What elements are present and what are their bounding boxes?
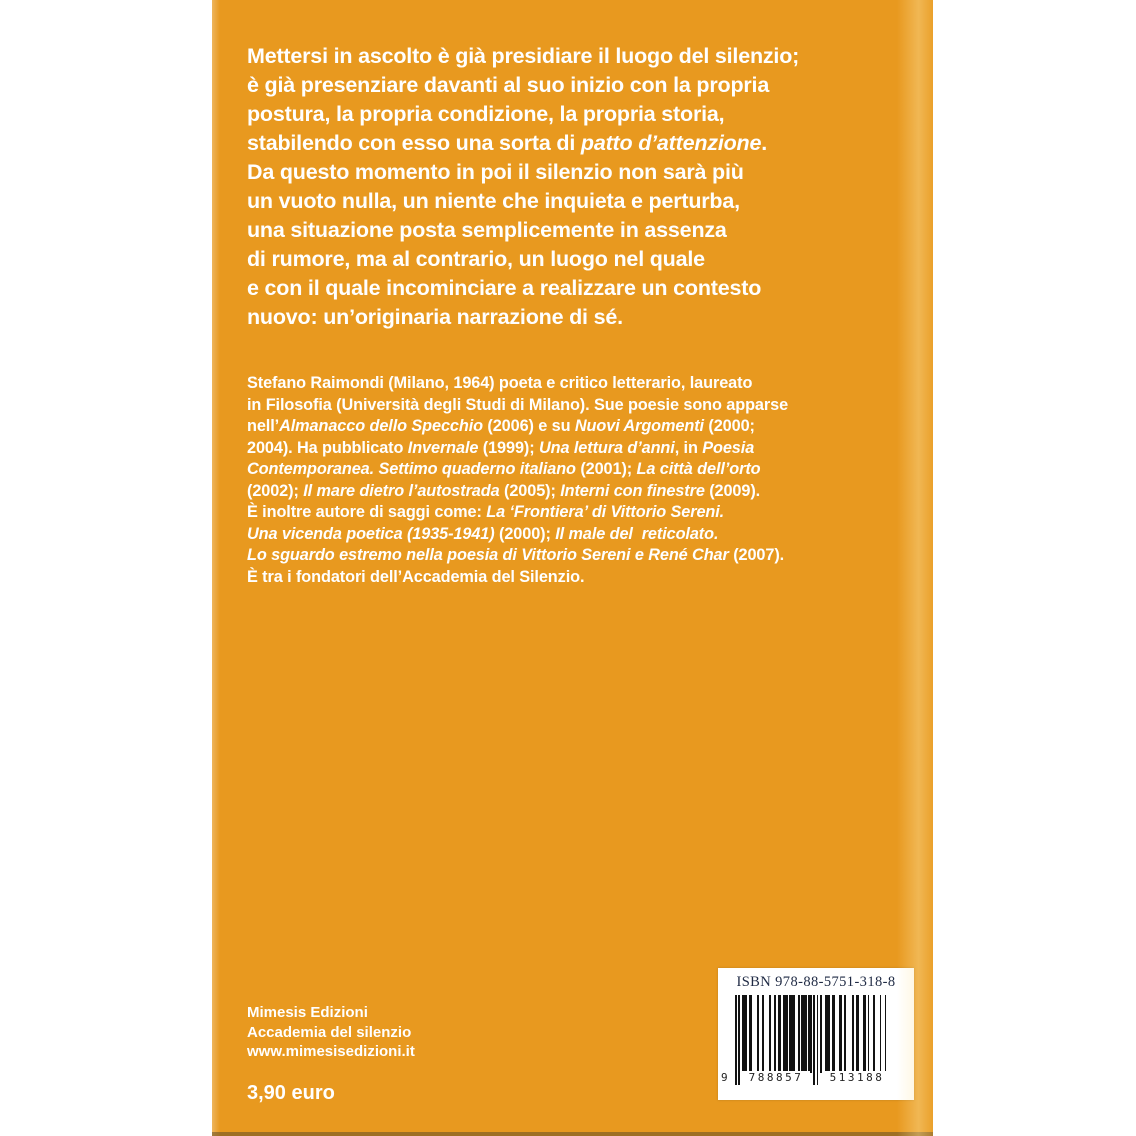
cover-bottom-shadow <box>212 1132 933 1136</box>
quote-line <box>247 42 799 71</box>
bio-line <box>247 395 788 417</box>
barcode-bar <box>820 995 822 1073</box>
barcode-digit-group: 513188 <box>823 1071 891 1085</box>
barcode-bar <box>786 995 788 1073</box>
text-segment: (2000; <box>703 417 755 435</box>
quote-line <box>247 245 799 274</box>
bio-line <box>247 459 788 481</box>
bio-line <box>247 481 788 503</box>
text-segment: Lo sguardo estremo nella poesia di Vittorio Sereni e René Char <box>247 546 729 564</box>
quote-line <box>247 274 799 303</box>
barcode-bar <box>817 995 819 1085</box>
text-segment: Contemporanea. Settimo quaderno italiano <box>247 460 576 478</box>
text-segment: 2004). Ha pubblicato <box>247 438 408 457</box>
barcode-bar <box>857 995 859 1073</box>
bio-line <box>247 502 788 524</box>
quote-line <box>247 129 799 158</box>
publisher-series: Accademia del silenzio <box>247 1023 412 1041</box>
author-bio <box>247 373 788 588</box>
book-back-cover <box>212 0 933 1136</box>
text-segment: (2006) e su <box>482 417 575 435</box>
text-segment: (2009). <box>704 481 761 500</box>
barcode-bar <box>805 995 807 1073</box>
text-segment: Il male del reticolato. <box>555 524 719 543</box>
text-segment: Almanacco dello Specchio <box>279 417 483 435</box>
text-segment: stabilendo con esso una sorta di <box>247 131 581 155</box>
isbn-barcode-box <box>718 968 914 1100</box>
quote-line <box>247 187 799 216</box>
text-segment: patto d’attenzione <box>580 131 762 155</box>
barcode-bar <box>779 995 781 1073</box>
text-segment: (2000); <box>494 524 556 543</box>
text-segment: . <box>761 131 768 155</box>
quote-line <box>247 216 799 245</box>
text-segment: (2007). <box>728 546 785 564</box>
text-segment: una situazione posta semplicemente in assenza <box>247 218 727 242</box>
barcode-bar <box>762 995 764 1073</box>
ean-barcode-bars <box>721 995 897 1085</box>
publisher-name: Mimesis Edizioni <box>247 1004 368 1021</box>
barcode-bar <box>885 995 887 1073</box>
text-segment: è già presenziare davanti al suo inizio con la propria <box>247 73 770 97</box>
barcode-bar <box>864 995 866 1073</box>
quote-line <box>247 303 799 332</box>
publisher-website: www.mimesisedizioni.it <box>247 1043 415 1060</box>
text-segment: e con il quale incominciare a realizzare un contesto <box>247 276 762 300</box>
quote-line <box>247 100 799 129</box>
text-segment: nell’ <box>247 417 280 435</box>
text-segment: È inoltre autore di saggi come: <box>247 503 487 521</box>
text-segment: postura, la propria condizione, la propria storia, <box>247 102 725 126</box>
text-segment: La ‘Frontiera’ di Vittorio Sereni. <box>486 503 725 521</box>
quote-line <box>247 158 799 187</box>
barcode-bar <box>793 995 795 1073</box>
barcode-bar <box>868 995 870 1073</box>
text-segment: Da questo momento in poi il silenzio non sarà più <box>247 160 744 184</box>
price-label: 3,90 euro <box>247 1082 335 1104</box>
text-segment: Stefano Raimondi <box>247 374 384 392</box>
bio-line <box>247 545 788 567</box>
barcode-bar <box>774 995 776 1073</box>
back-cover-quote <box>247 42 799 332</box>
text-segment: Interni con finestre <box>560 481 705 500</box>
quote-line <box>247 71 799 100</box>
text-segment: Mettersi in ascolto è già presidiare il luogo del silenzio; <box>247 44 800 68</box>
bio-line <box>247 438 788 460</box>
bio-line <box>247 567 788 589</box>
text-segment: di rumore, ma al contrario, un luogo nel quale <box>247 247 705 271</box>
barcode-bar <box>745 995 747 1073</box>
barcode-digit-group: 788857 <box>742 1071 810 1085</box>
barcode-bar <box>757 995 759 1073</box>
barcode-bar <box>840 995 842 1073</box>
text-segment: Una vicenda poetica (1935-1941) <box>247 524 495 543</box>
barcode-bar <box>852 995 854 1073</box>
barcode-bar <box>769 995 771 1073</box>
text-segment: Una lettura d’anni <box>539 438 675 457</box>
text-segment: un vuoto nulla, un niente che inquieta e perturba, <box>247 189 740 213</box>
barcode-bar <box>834 995 836 1073</box>
text-segment: , in <box>674 438 703 457</box>
barcode-bar <box>844 995 846 1073</box>
barcode-bar <box>829 995 831 1073</box>
text-segment: Il mare dietro l’autostrada <box>303 481 500 500</box>
barcode-bar <box>738 995 740 1085</box>
isbn-label: ISBN 978-88-5751-318-8 <box>736 974 896 990</box>
barcode-bar <box>880 995 882 1073</box>
bio-line <box>247 416 788 438</box>
barcode-bar <box>813 995 815 1085</box>
text-segment: (2002); <box>247 481 304 500</box>
text-segment: È tra i fondatori dell’Accademia del Silenzio. <box>247 567 585 586</box>
text-segment: Nuovi Argomenti <box>574 417 704 435</box>
barcode-bar <box>798 995 800 1073</box>
text-segment: Poesia <box>702 438 755 457</box>
barcode-digit-group: 9 <box>721 1071 728 1084</box>
bio-line <box>247 524 788 546</box>
text-segment: (Milano, 1964) poeta e critico letterario, laureato <box>383 374 753 392</box>
barcode-bar <box>735 995 737 1085</box>
text-segment: (2001); <box>575 460 637 478</box>
bio-line <box>247 373 788 395</box>
text-segment: (1999); <box>478 438 539 457</box>
text-segment: La città dell’orto <box>636 460 761 478</box>
text-segment: nuovo: un’originaria narrazione di sé. <box>247 305 623 329</box>
barcode-bar <box>873 995 875 1073</box>
barcode-bar <box>750 995 752 1073</box>
text-segment: in Filosofia (Università degli Studi di Milano). Sue poesie sono apparse <box>247 395 789 414</box>
text-segment: (2005); <box>499 481 561 500</box>
publisher-block <box>247 1003 415 1062</box>
barcode-bar <box>810 995 812 1073</box>
text-segment: Invernale <box>407 438 479 457</box>
